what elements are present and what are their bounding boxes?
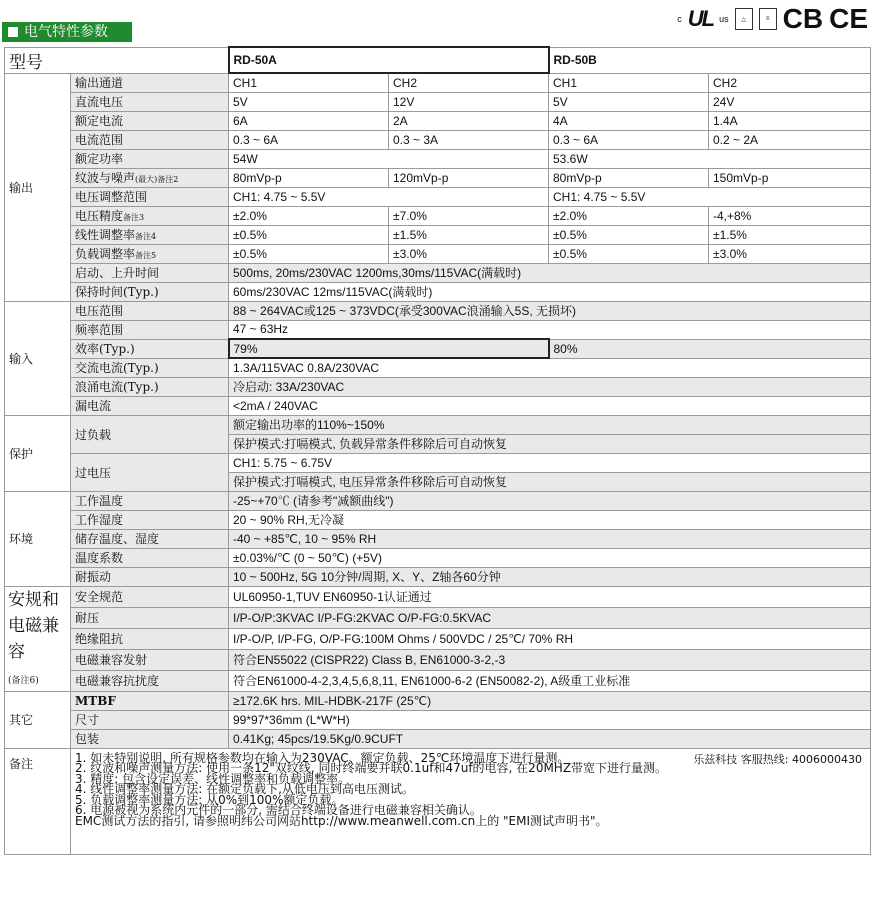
row-label: 浪涌电流(Typ.) [71,377,229,396]
label-note: 备注5 [135,251,157,260]
cell: ±7.0% [389,206,549,225]
cell: 99*97*36mm (L*W*H) [229,710,871,729]
row-label: 绝缘阻抗 [71,628,229,649]
group-safety-note: (备注6) [8,675,39,686]
cell: ±2.0% [229,206,389,225]
cell: CH1 [549,73,709,92]
model-row [5,47,871,73]
group-output: 输出 [5,73,71,301]
row-label: 尺寸 [71,710,229,729]
cell: 150mVp-p [709,168,871,187]
cell: CH1: 4.75 ~ 5.5V [229,187,549,206]
model-label: 型号 [5,47,229,73]
row-label: 过负载 [71,415,229,453]
ul-logo: UL [687,6,714,31]
cell: 0.3 ~ 3A [389,130,549,149]
table-row [5,710,871,729]
cell: 80% [549,339,871,358]
cell: ±2.0% [549,206,709,225]
row-label [71,168,229,187]
cell: -25~+70℃ (请参考"减额曲线") [229,491,871,510]
cell: 0.41Kg; 45pcs/19.5Kg/0.9CUFT [229,729,871,748]
group-protection: 保护 [5,415,71,491]
notes-cell [71,748,871,854]
cell: 冷启动: 33A/230VAC [229,377,871,396]
table-row [5,649,871,670]
model-b: RD-50B [549,47,871,73]
note-line: 1. 如未特别说明, 所有规格参数均在输入为230VAC、额定负载、25℃环境温度下进行量测。 [75,750,570,765]
table-row [5,339,871,358]
note-line: 5. 负载调整率测量方法: 从0%到100%额定负载。 [75,792,344,807]
table-row [5,607,871,628]
group-safety [5,586,71,691]
row-label: 电磁兼容发射 [71,649,229,670]
row-label: 工作湿度 [71,510,229,529]
row-label [71,244,229,263]
row-label: 电流范围 [71,130,229,149]
table-row [5,529,871,548]
service-hotline: 乐兹科技 客服热线: 4006000430 [693,752,862,766]
table-row [5,358,871,377]
notes-row [5,748,871,854]
ce-logo: CE [829,3,868,34]
cell: CH2 [709,73,871,92]
row-label: 温度系数 [71,548,229,567]
cell: 12V [389,92,549,111]
cell: ±1.5% [709,225,871,244]
row-label: 过电压 [71,453,229,491]
table-row [5,244,871,263]
cell: ≥172.6K hrs. MIL-HDBK-217F (25℃) [229,691,871,710]
group-safety-label: 安规和电磁兼容 [8,589,59,662]
cell: CH2 [389,73,549,92]
label-text: 负载调整率 [75,247,136,261]
table-row [5,206,871,225]
cell: ±0.5% [229,225,389,244]
note-line: 3. 精度: 包含设定误差、线性调整率和负载调整率。 [75,771,351,786]
note-line: EMC测试方法的指引, 请参照明纬公司网站http://www.meanwell.com.cn上的 "EMI测试声明书"。 [75,813,608,828]
cell: 79% [229,339,549,358]
cell: ±0.03%/℃ (0 ~ 50℃) (+5V) [229,548,871,567]
table-row [5,320,871,339]
row-label: 输出通道 [71,73,229,92]
label-note: 备注4 [135,232,157,241]
table-row [5,168,871,187]
cell: UL60950-1,TUV EN60950-1认证通过 [229,586,871,607]
row-label: 直流电压 [71,92,229,111]
cell: 4A [549,111,709,130]
table-row [5,73,871,92]
cell: 88 ~ 264VAC或125 ~ 373VDC(承受300VAC浪涌输入5S, 无损坏) [229,301,871,320]
safety-logo: ≡ [759,8,777,30]
cell: ±3.0% [389,244,549,263]
row-label: 效率(Typ.) [71,339,229,358]
cell: -40 ~ +85℃, 10 ~ 95% RH [229,529,871,548]
row-label: 保持时间(Typ.) [71,282,229,301]
cell: 0.3 ~ 6A [229,130,389,149]
row-label: 频率范围 [71,320,229,339]
table-row [5,187,871,206]
row-label: 包装 [71,729,229,748]
cell: CH1: 4.75 ~ 5.5V [549,187,871,206]
cell: CH1 [229,73,389,92]
note-line: 4. 线性调整率测量方法: 在额定负载下,从低电压到高电压测试。 [75,782,414,796]
note-line: 6. 电源被视为系统内元件的一部分, 需结合终端设备进行电磁兼容相关确认。 [75,803,482,817]
row-label: 耐振动 [71,567,229,586]
cell: ±1.5% [389,225,549,244]
row-label [71,206,229,225]
cell: 5V [549,92,709,111]
table-row [5,586,871,607]
table-row [5,263,871,282]
row-label: 安全规范 [71,586,229,607]
ul-mark-prefix: c [677,14,682,24]
certification-logos [677,4,868,34]
cell: 保护模式:打嗝模式, 负载异常条件移除后可自动恢复 [229,434,871,453]
cell: 6A [229,111,389,130]
cell: 2A [389,111,549,130]
cell: 54W [229,149,549,168]
cell: 0.3 ~ 6A [549,130,709,149]
label-text: 线性调整率 [75,228,136,242]
cell: 1.3A/115VAC 0.8A/230VAC [229,358,871,377]
model-a: RD-50A [229,47,549,73]
cell: 53.6W [549,149,871,168]
cell: ±0.5% [549,225,709,244]
row-label: 耐压 [71,607,229,628]
label-text: 电压精度 [75,209,124,223]
label-note: (最大)备注2 [135,175,179,184]
cell: 20 ~ 90% RH,无冷凝 [229,510,871,529]
cell: 0.2 ~ 2A [709,130,871,149]
label-text: 纹波与噪声 [75,171,136,185]
row-label: 工作温度 [71,491,229,510]
row-label: 交流电流(Typ.) [71,358,229,377]
row-label: 额定功率 [71,149,229,168]
cell: ±0.5% [549,244,709,263]
section-title: 电气特性参数 [2,22,132,42]
cell: 120mVp-p [389,168,549,187]
cell: CH1: 5.75 ~ 6.75V [229,453,871,472]
table-row [5,491,871,510]
table-row [5,282,871,301]
cell: -4,+8% [709,206,871,225]
group-others: 其它 [5,691,71,748]
table-row [5,396,871,415]
row-label: 电磁兼容抗扰度 [71,670,229,691]
cell: ±3.0% [709,244,871,263]
table-row [5,130,871,149]
cell: 符合EN61000-4-2,3,4,5,6,8,11, EN61000-6-2 (EN50082-2), A级重工业标准 [229,670,871,691]
cell: ±0.5% [229,244,389,263]
cell: 10 ~ 500Hz, 5G 10分钟/周期, X、Y、Z轴各60分钟 [229,567,871,586]
cell: I/P-O/P, I/P-FG, O/P-FG:100M Ohms / 500VDC / 25℃/ 70% RH [229,628,871,649]
table-row [5,92,871,111]
table-row [5,729,871,748]
row-label: 电压范围 [71,301,229,320]
row-label: 储存温度、湿度 [71,529,229,548]
table-row [5,670,871,691]
cell: 24V [709,92,871,111]
cell: 80mVp-p [229,168,389,187]
table-row [5,548,871,567]
row-label: 漏电流 [71,396,229,415]
cell: 5V [229,92,389,111]
table-row [5,567,871,586]
note-line: 2. 纹波和噪声测量方法: 使用一条12"双纹线, 同时终端要并联0.1uf和47uf的电容, 在20MHZ带宽下进行量测。 [75,761,668,775]
ul-mark-suffix: us [719,14,729,24]
group-environment: 环境 [5,491,71,586]
cell: <2mA / 240VAC [229,396,871,415]
cell: 80mVp-p [549,168,709,187]
row-label: 电压调整范围 [71,187,229,206]
table-row [5,453,871,472]
row-label [71,225,229,244]
group-input: 输入 [5,301,71,415]
cell: 500ms, 20ms/230VAC 1200ms,30ms/115VAC(满载时) [229,263,871,282]
tuv-logo: △ [735,8,753,30]
table-row [5,149,871,168]
spec-table [4,46,871,855]
cell: 额定输出功率的110%~150% [229,415,871,434]
table-row [5,111,871,130]
row-label: 启动、上升时间 [71,263,229,282]
label-note: 备注3 [123,213,145,222]
row-label: 额定电流 [71,111,229,130]
group-notes: 备注 [5,748,71,854]
cell: I/P-O/P:3KVAC I/P-FG:2KVAC O/P-FG:0.5KVAC [229,607,871,628]
cb-logo: CB [782,3,824,34]
table-row [5,510,871,529]
cell: 符合EN55022 (CISPR22) Class B, EN61000-3-2,-3 [229,649,871,670]
square-icon [8,27,18,37]
table-row [5,225,871,244]
table-row [5,377,871,396]
row-label: MTBF [71,691,229,710]
cell: 60ms/230VAC 12ms/115VAC(满载时) [229,282,871,301]
cell: 保护模式:打嗝模式, 电压异常条件移除后可自动恢复 [229,472,871,491]
table-row [5,628,871,649]
cell: 47 ~ 63Hz [229,320,871,339]
table-row [5,301,871,320]
cell: 1.4A [709,111,871,130]
table-row [5,415,871,434]
table-row [5,691,871,710]
